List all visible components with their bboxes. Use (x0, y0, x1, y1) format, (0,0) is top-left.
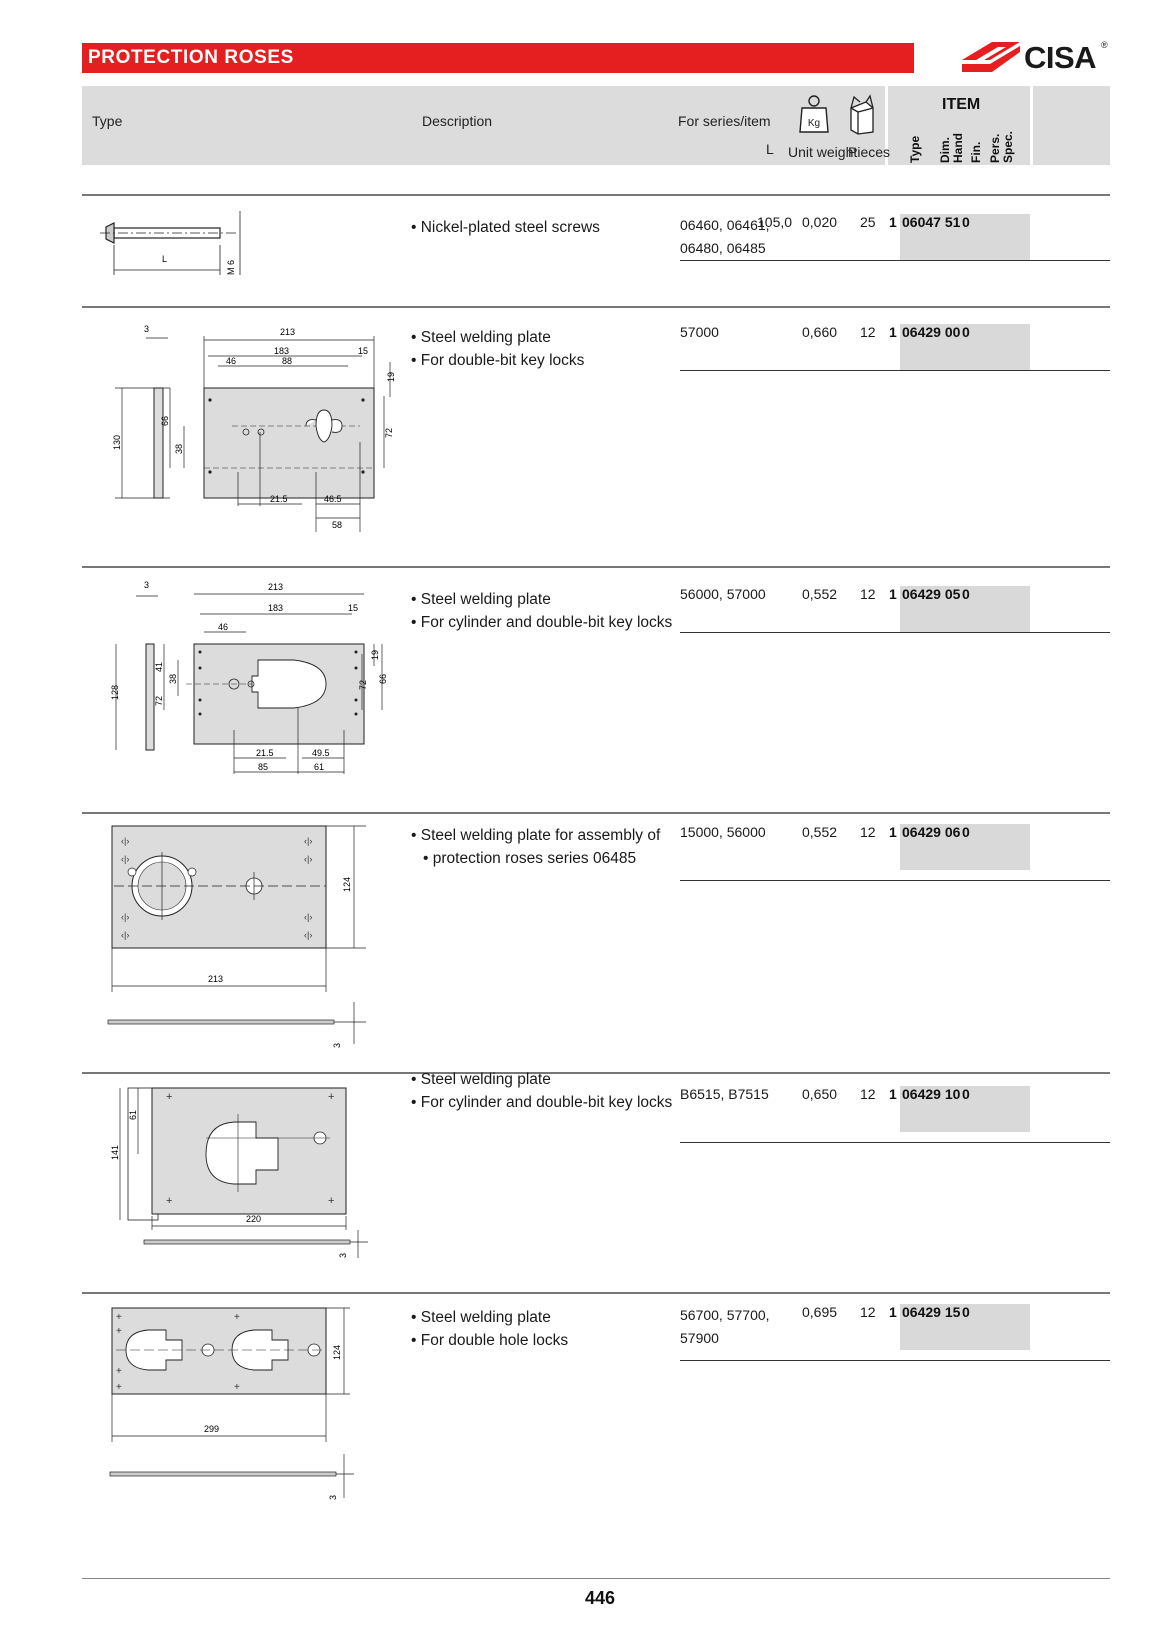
description-line: • For double hole locks (411, 1329, 568, 1352)
row-underline (680, 1142, 1110, 1143)
row-description (411, 326, 584, 372)
row-description (411, 588, 672, 634)
row-pieces: 12 (860, 824, 876, 840)
col-item-dim: Dim. (938, 136, 952, 163)
col-series: For series/item (678, 113, 771, 129)
page-number: 446 (584, 1588, 616, 1608)
description-line: • Steel welding plate (411, 1306, 568, 1329)
title-banner (82, 43, 914, 73)
row-weight: 0,660 (802, 324, 838, 340)
item-type: 1 (889, 1304, 897, 1320)
svg-text:21.5: 21.5 (256, 748, 274, 758)
svg-text:+: + (328, 1091, 335, 1103)
svg-text:+: + (116, 1326, 122, 1337)
row-underline (680, 632, 1110, 633)
col-description: Description (422, 113, 493, 129)
svg-text:+: + (166, 1091, 173, 1103)
row-pieces: 12 (860, 1304, 876, 1320)
svg-text:183: 183 (268, 603, 284, 613)
svg-text:3: 3 (144, 580, 150, 590)
item-type: 1 (889, 824, 897, 840)
section-divider (82, 566, 1110, 568)
svg-text:124: 124 (342, 876, 352, 892)
row-underline (680, 1360, 1110, 1361)
svg-text:128: 128 (110, 684, 120, 700)
svg-text:299: 299 (204, 1424, 220, 1434)
col-length: L (766, 141, 774, 157)
description-line: • Steel welding plate for assembly of (411, 824, 660, 847)
svg-text:+: + (116, 1382, 122, 1393)
svg-text:41: 41 (154, 661, 164, 672)
svg-text:L: L (162, 254, 168, 264)
svg-text:124: 124 (332, 1344, 342, 1360)
svg-text:141: 141 (110, 1144, 120, 1160)
svg-text:3: 3 (338, 1252, 348, 1258)
section-divider (82, 1292, 1110, 1294)
item-code: 06429 10 (902, 1086, 961, 1102)
row-description (411, 216, 600, 239)
col-type: Type (92, 113, 123, 129)
row-series (680, 1304, 770, 1350)
series-line: 06460, 06461, (680, 217, 770, 233)
description-line: • Steel welding plate (411, 588, 672, 611)
col-item-fin: Fin. (969, 141, 983, 163)
item-type: 1 (889, 586, 897, 602)
item-finish: 0 (962, 214, 970, 230)
item-code: 06429 05 (902, 586, 961, 602)
svg-text:66: 66 (378, 673, 388, 684)
item-finish: 0 (962, 1304, 970, 1320)
col-unit-weight: Unit weight (788, 144, 858, 160)
svg-text:‹|›: ‹|› (304, 854, 313, 864)
svg-text:+: + (116, 1366, 122, 1377)
description-line: • Steel welding plate (411, 1068, 672, 1091)
row-series (680, 824, 766, 840)
col-pieces: Pieces (848, 144, 891, 160)
welding-plate-drawing (104, 1304, 374, 1504)
item-finish: 0 (962, 586, 970, 602)
series-line: 56000, 57000 (680, 586, 766, 602)
col-item-hand: Hand (951, 133, 965, 163)
row-underline (680, 880, 1110, 881)
svg-text:‹|›: ‹|› (304, 836, 313, 846)
svg-text:72: 72 (358, 679, 368, 690)
series-line: 15000, 56000 (680, 824, 766, 840)
welding-plate-drawing (110, 322, 410, 534)
row-description (411, 824, 660, 870)
svg-text:46.5: 46.5 (324, 494, 342, 504)
section-divider (82, 194, 1110, 196)
row-pieces: 12 (860, 586, 876, 602)
svg-text:‹|›: ‹|› (121, 854, 130, 864)
svg-text:3: 3 (332, 1042, 342, 1048)
section-divider (82, 812, 1110, 814)
svg-text:3: 3 (144, 324, 150, 334)
row-pieces: 12 (860, 1086, 876, 1102)
description-line: • For cylinder and double-bit key locks (411, 1091, 672, 1114)
svg-text:‹|›: ‹|› (304, 930, 313, 940)
row-weight: 0,650 (802, 1086, 838, 1102)
series-line: 57900 (680, 1330, 719, 1346)
screw-drawing (100, 205, 260, 280)
row-series (680, 324, 719, 340)
row-series (680, 586, 766, 602)
series-line: 06480, 06485 (680, 240, 766, 256)
svg-text:213: 213 (208, 974, 224, 984)
item-code: 06429 06 (902, 824, 961, 840)
svg-text:66: 66 (160, 415, 170, 426)
svg-text:72: 72 (154, 695, 164, 706)
brand-name: CISA (1024, 40, 1097, 75)
header-divider (1030, 86, 1033, 165)
item-type: 1 (889, 214, 897, 230)
svg-text:‹|›: ‹|› (304, 912, 313, 922)
col-item-spec: Spec. (1001, 130, 1015, 163)
item-code: 06429 15 (902, 1304, 961, 1320)
column-header-end (1032, 86, 1110, 165)
svg-text:213: 213 (280, 327, 296, 337)
svg-text:19: 19 (386, 371, 396, 382)
svg-text:21.5: 21.5 (270, 494, 288, 504)
series-line: 57000 (680, 324, 719, 340)
item-code: 06429 00 (902, 324, 961, 340)
row-description (411, 1068, 672, 1114)
svg-text:58: 58 (332, 520, 343, 530)
row-pieces: 25 (860, 214, 876, 230)
svg-text:85: 85 (258, 762, 269, 772)
row-description (411, 1306, 568, 1352)
row-weight: 0,020 (802, 214, 838, 230)
brand-registered-mark: ® (1101, 40, 1108, 50)
svg-text:183: 183 (274, 346, 290, 356)
svg-text:+: + (234, 1382, 240, 1393)
svg-text:38: 38 (174, 443, 184, 454)
svg-text:88: 88 (282, 356, 293, 366)
item-type: 1 (889, 324, 897, 340)
svg-text:+: + (166, 1195, 173, 1207)
item-finish: 0 (962, 324, 970, 340)
item-finish: 0 (962, 1086, 970, 1102)
row-weight: 0,552 (802, 586, 838, 602)
col-item: ITEM (942, 96, 981, 113)
welding-plate-drawing (106, 1084, 376, 1264)
svg-text:72: 72 (384, 427, 394, 438)
svg-text:15: 15 (348, 603, 359, 613)
svg-text:61: 61 (314, 762, 325, 772)
svg-text:61: 61 (128, 1109, 138, 1120)
brand-logo (958, 38, 1108, 78)
row-series (680, 1086, 769, 1102)
row-pieces: 12 (860, 324, 876, 340)
welding-plate-drawing (104, 822, 374, 1050)
row-underline (680, 370, 1110, 371)
row-underline (680, 260, 1110, 261)
svg-text:+: + (234, 1312, 240, 1323)
svg-text:+: + (328, 1195, 335, 1207)
col-item-pers: Pers. (988, 133, 1002, 163)
description-line: • Steel welding plate (411, 326, 584, 349)
description-line: • Nickel-plated steel screws (411, 216, 600, 239)
row-weight: 0,552 (802, 824, 838, 840)
description-line-continued: • protection roses series 06485 (411, 847, 660, 870)
svg-text:130: 130 (112, 434, 122, 450)
svg-text:19: 19 (370, 649, 380, 660)
col-item-type: Type (908, 135, 922, 163)
svg-text:46: 46 (226, 356, 237, 366)
svg-text:‹|›: ‹|› (121, 836, 130, 846)
svg-text:Kg: Kg (807, 118, 821, 129)
description-line: • For double-bit key locks (411, 349, 584, 372)
series-line: 56700, 57700, (680, 1307, 770, 1323)
welding-plate-drawing (106, 580, 406, 780)
svg-text:+: + (116, 1312, 122, 1323)
svg-text:38: 38 (168, 673, 178, 684)
svg-text:‹|›: ‹|› (121, 912, 130, 922)
svg-text:15: 15 (358, 346, 369, 356)
item-type: 1 (889, 1086, 897, 1102)
brand-logo-mark (958, 38, 1024, 76)
svg-text:213: 213 (268, 582, 284, 592)
series-line: B6515, B7515 (680, 1086, 769, 1102)
svg-text:3: 3 (328, 1494, 338, 1500)
svg-text:49.5: 49.5 (312, 748, 330, 758)
svg-text:220: 220 (246, 1214, 262, 1224)
description-line: • For cylinder and double-bit key locks (411, 611, 672, 634)
page-title: PROTECTION ROSES (88, 47, 294, 68)
svg-text:46: 46 (218, 622, 229, 632)
item-code: 06047 51 (902, 214, 961, 230)
svg-text:M 6: M 6 (226, 259, 236, 275)
footer-rule (82, 1578, 1110, 1579)
package-icon (848, 94, 876, 138)
weight-icon (798, 92, 830, 136)
item-finish: 0 (962, 824, 970, 840)
row-weight: 0,695 (802, 1304, 838, 1320)
row-length: 105,0 (757, 214, 793, 230)
svg-text:‹|›: ‹|› (121, 930, 130, 940)
section-divider (82, 306, 1110, 308)
